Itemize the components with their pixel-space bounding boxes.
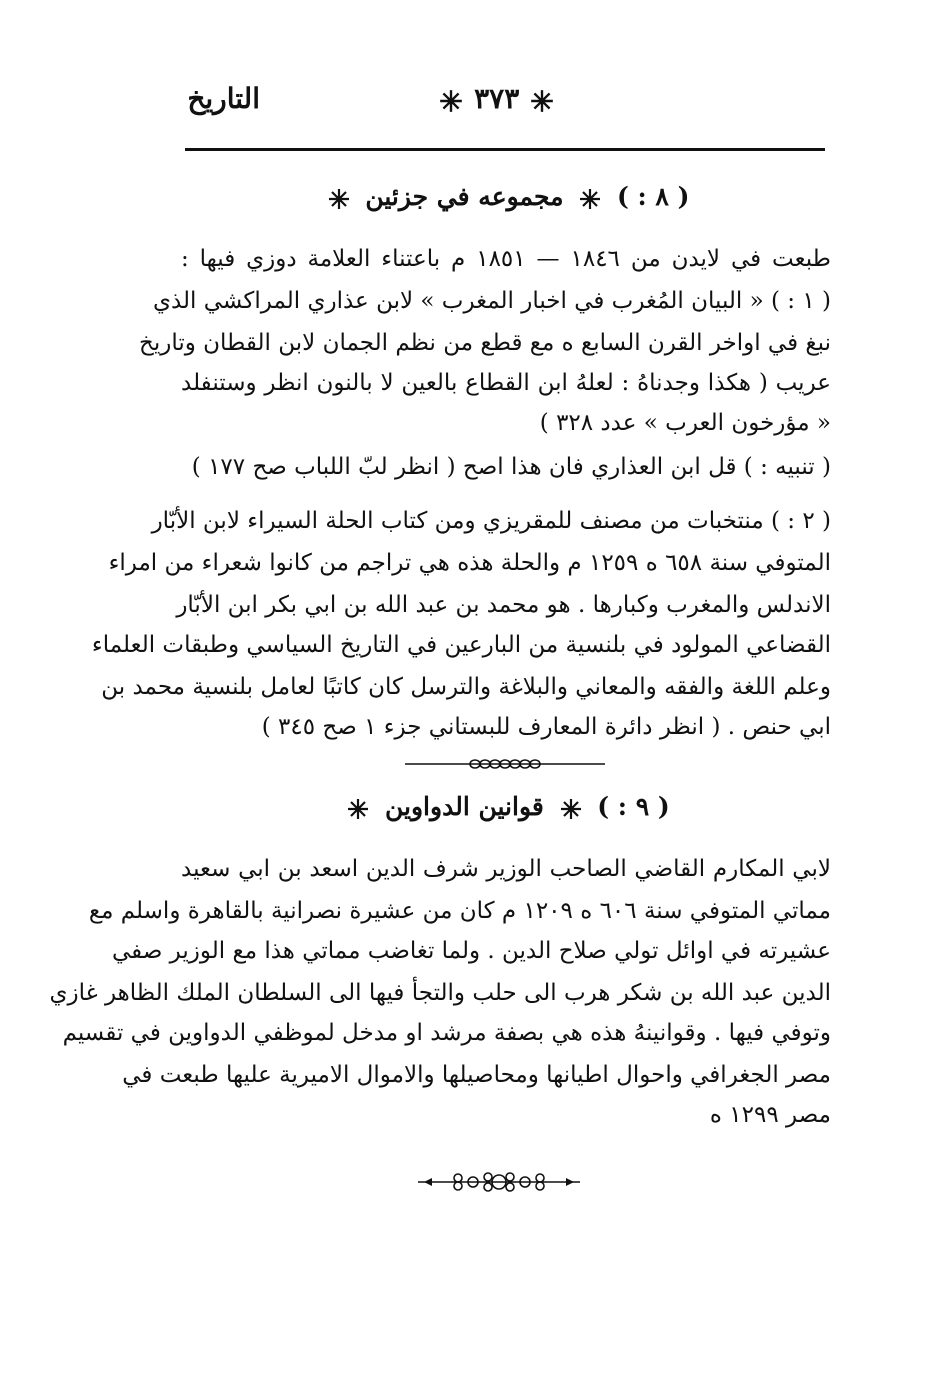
page-header: [185, 78, 825, 128]
text-line: عشيرته في اوائل تولي صلاح الدين . ولما تغاضب مماتي هذا مع الوزير صفي: [112, 938, 831, 964]
section-heading: قوانين الدواوين: [385, 792, 544, 821]
text-line: المتوفي سنة ٦٥٨ ه ١٢٥٩ م والحلة هذه هي تراجم من كانوا شعراء من امراء: [108, 550, 831, 576]
page-number: ٣٧٣: [474, 82, 520, 115]
asterism-ornament-icon: [578, 187, 602, 211]
text-line: مصر ١٢٩٩ ه: [709, 1102, 831, 1128]
text-line: ابي حنص . ( انظر دائرة المعارف للبستاني جزء ١ صح ٣٤٥ ): [261, 714, 831, 740]
text-line: وعلم اللغة والفقه والمعاني والبلاغة والترسل كان كاتبًا لعامل بلنسية محمد بن: [101, 674, 831, 700]
text-line: القضاعي المولود في بلنسية من البارعين في التاريخ السياسي وطبقات العلماء: [91, 632, 831, 658]
asterism-ornament-icon: [438, 88, 464, 114]
section-heading: مجموعه في جزئين: [365, 182, 564, 211]
text-line: ( ١ : ) « البيان المُغرب في اخبار المغرب » لابن عذاري المراكشي الذي: [152, 288, 831, 314]
header-rule: [185, 148, 825, 151]
text-line: طبعت في لايدن من ١٨٤٦ — ١٨٥١ م باعتناء العلامة دوزي فيها :: [181, 246, 831, 272]
chain-separator-icon: [405, 758, 605, 770]
text-line: عريب ( هكذا وجدناهُ : لعلهُ ابن القطاع بالعين لا بالنون انظر وستنفلد: [181, 370, 831, 396]
text-line: نبغ في اواخر القرن السابع ه مع قطع من نظم الجمان لابن القطان وتاريخ: [138, 330, 831, 356]
page-number-block: [438, 82, 555, 115]
text-line: « مؤرخون العرب » عدد ٣٢٨ ): [539, 410, 831, 436]
section-title-9: [185, 792, 825, 821]
section-number: ( ٨ : ): [616, 182, 690, 211]
text-line: لابي المكارم القاضي الصاحب الوزير شرف الدين اسعد بن ابي سعيد: [181, 856, 831, 882]
asterism-ornament-icon: [559, 797, 583, 821]
text-line: الدين عبد الله بن شكر هرب الى حلب والتجأ فيها الى السلطان الملك الظاهر غازي: [49, 980, 831, 1006]
text-line: وتوفي فيها . وقوانينهُ هذه هي بصفة مرشد او مدخل لموظفي الدواوين في تقسيم: [62, 1020, 831, 1046]
asterism-ornament-icon: [529, 88, 555, 114]
text-line: الاندلس والمغرب وكبارها . هو محمد بن عبد الله بن ابي بكر ابن الأبّار: [176, 592, 831, 618]
text-line: ( تنبيه : ) قل ابن العذاري فان هذا اصح ( انظر لبّ اللباب صح ١٧٧ ): [191, 454, 831, 480]
floral-end-ornament-icon: [418, 1168, 580, 1196]
text-line: ( ٢ : ) منتخبات من مصنف للمقريزي ومن كتاب الحلة السيراء لابن الأبّار: [151, 508, 831, 534]
section-number: ( ٩ : ): [597, 792, 670, 821]
asterism-ornament-icon: [327, 187, 351, 211]
text-line: مصر الجغرافي واحوال اطيانها ومحاصيلها والاموال الاميرية عليها طبعت في: [122, 1062, 831, 1088]
asterism-ornament-icon: [346, 797, 370, 821]
section-title-8: [185, 182, 825, 211]
text-line: مماتي المتوفي سنة ٦٠٦ ه ١٢٠٩ م كان من عشيرة نصرانية بالقاهرة واسلم مع: [88, 898, 831, 924]
running-section-title: التاريخ: [187, 82, 260, 115]
